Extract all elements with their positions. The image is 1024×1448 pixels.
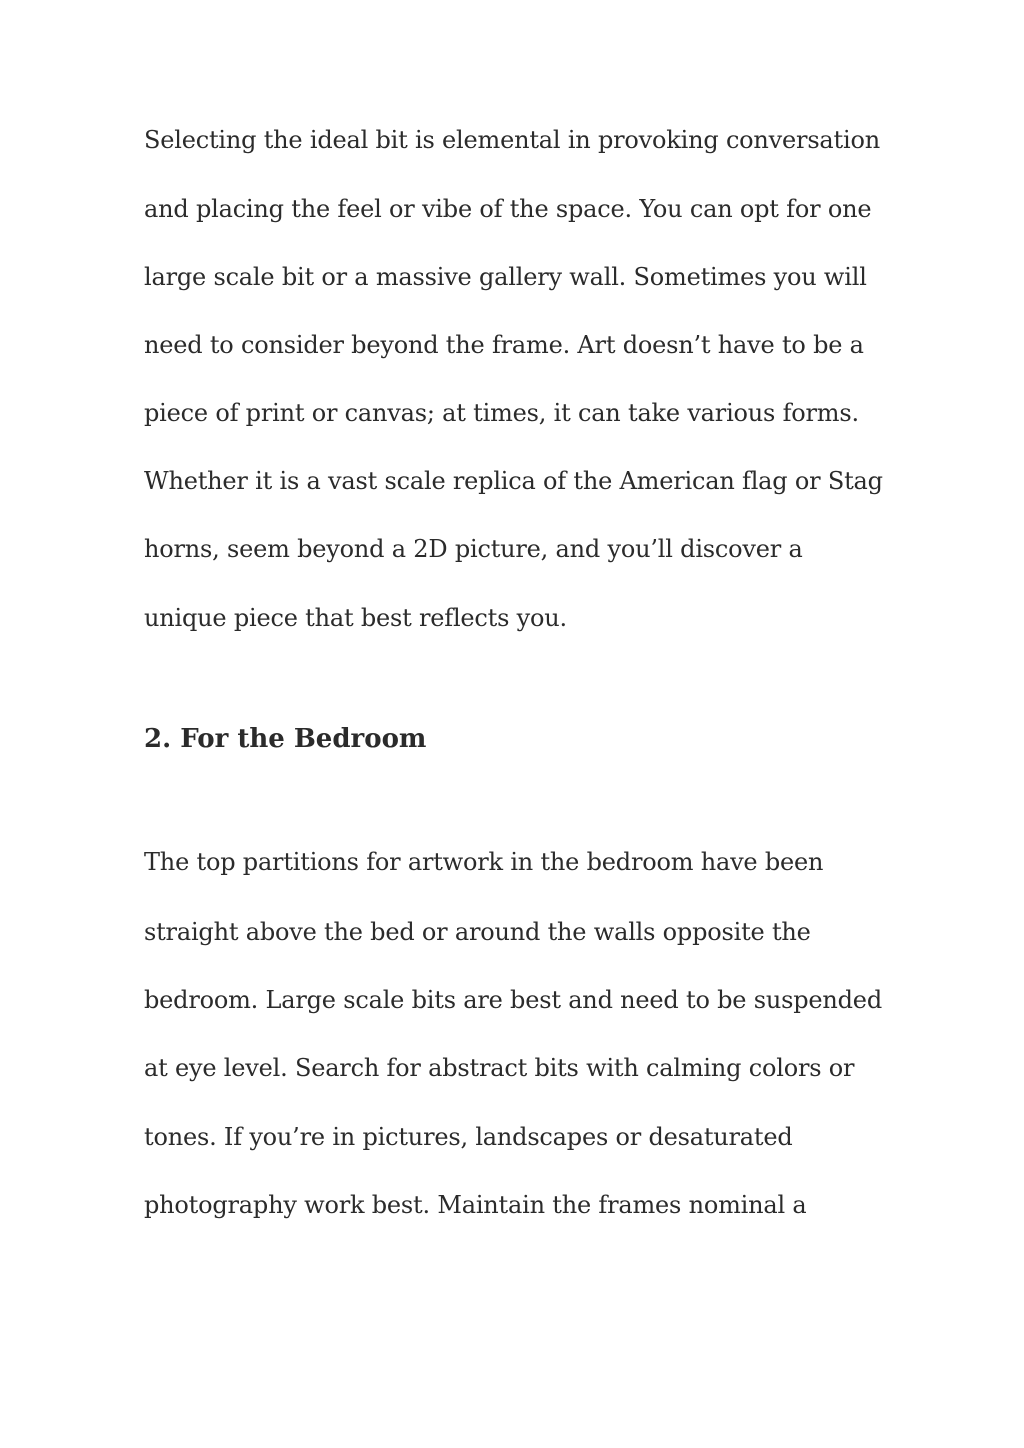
text-line: and placing the feel or vibe of the space. You can opt for one bbox=[144, 195, 872, 223]
text-line: need to consider beyond the frame. Art doesn’t have to be a bbox=[144, 331, 864, 359]
text-line: Selecting the ideal bit is elemental in provoking conversation bbox=[144, 126, 880, 154]
section-heading: 2. For the Bedroom bbox=[144, 724, 427, 754]
text-line: photography work best. Maintain the frames nominal a bbox=[144, 1191, 807, 1219]
text-line: The top partitions for artwork in the bedroom have been bbox=[144, 848, 824, 876]
text-line: large scale bit or a massive gallery wall. Sometimes you will bbox=[144, 263, 867, 291]
text-line: unique piece that best reflects you. bbox=[144, 604, 567, 632]
text-line: straight above the bed or around the walls opposite the bbox=[144, 918, 811, 946]
text-line: at eye level. Search for abstract bits with calming colors or bbox=[144, 1054, 855, 1082]
text-line: horns, seem beyond a 2D picture, and you’ll discover a bbox=[144, 535, 803, 563]
text-line: Whether it is a vast scale replica of the American flag or Stag bbox=[144, 467, 883, 495]
text-line: bedroom. Large scale bits are best and need to be suspended bbox=[144, 986, 882, 1014]
text-line: tones. If you’re in pictures, landscapes or desaturated bbox=[144, 1123, 793, 1151]
text-line: piece of print or canvas; at times, it can take various forms. bbox=[144, 399, 859, 427]
